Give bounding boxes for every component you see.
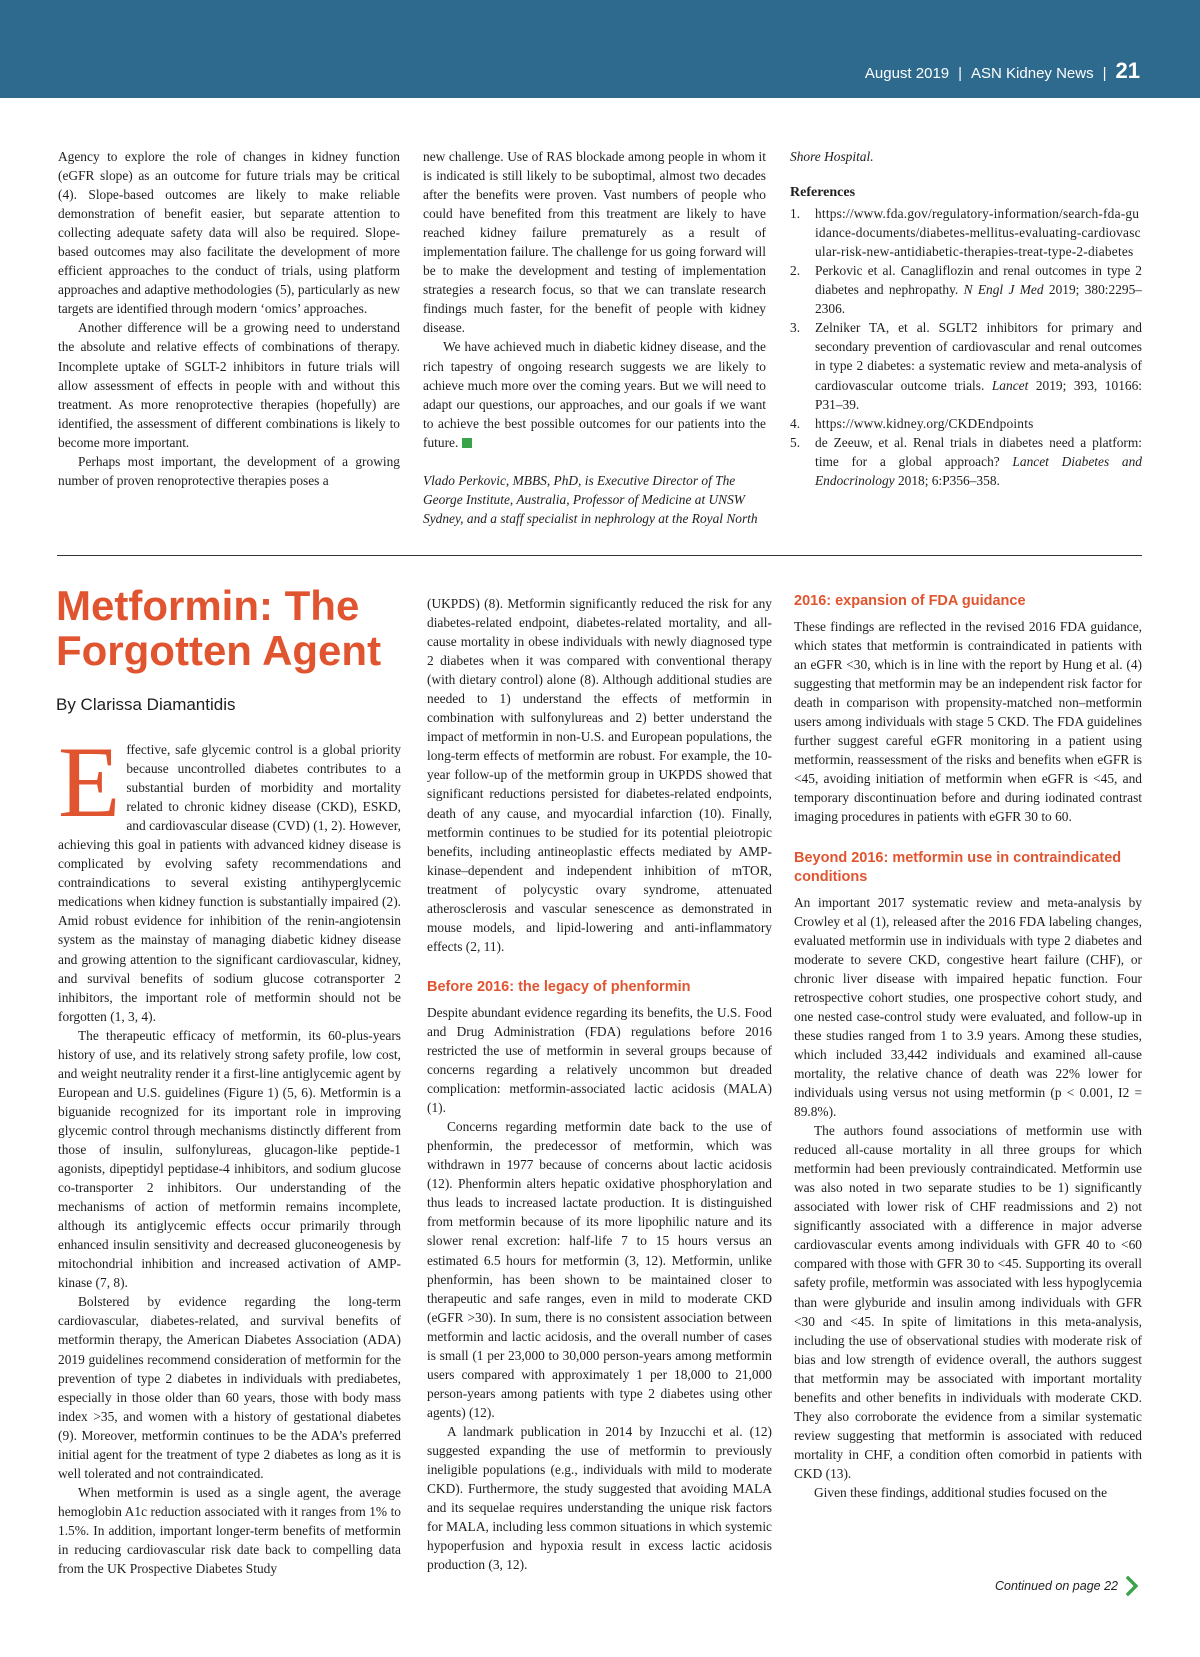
references-list <box>790 204 1142 490</box>
reference-volume: 2018; 6:P356–358. <box>894 472 1000 488</box>
running-header <box>865 58 1140 86</box>
section-heading-before-2016: Before 2016: the legacy of phenformin <box>427 978 691 995</box>
title-rest: The Forgotten Agent <box>56 582 382 674</box>
issue-date: August 2019 <box>864 65 950 82</box>
paragraph: Another difference will be a growing need to understand the absolute and relative effects of combinations of therapy. Incomplete uptake of SGLT-2 inhibitors in future trials will allow assessment of effects in people with and without this treatment. As more renoprotective therapies (hopefully) are identified, the assessment of different combinations is likely to become more important. <box>58 320 400 450</box>
paragraph: The therapeutic efficacy of metformin, its 60-plus-years history of use, and its relatively strong safety profile, low cost, and weight neutrality render it a first-line antiglycemic agent by European and U.S. guidelines (Figure 1) (5, 6). Metformin is a biguanide recognized for its important role in improving glycemic control through mechanisms distinctly different from those of insulin, sulfonylureas, glucagon-like peptide-1 agonists, dipeptidyl peptidase-4 inhibitors, and sodium glucose co-transporter 2 inhibitors. Our understanding of the mechanisms of action of metformin remains incomplete, although its antiglycemic effects occur primarily through enhanced insulin sensitivity and decreased gluconeogenesis by mitochondrial inhibition and increased activation of AMP-kinase (7, 8). <box>58 1027 401 1291</box>
byline: By Clarissa Diamantidis <box>56 695 236 714</box>
section-heading-2016: 2016: expansion of FDA guidance <box>794 593 1026 609</box>
reference-link[interactable]: https://www.fda.gov/regulatory-information/search-fda-guidance-documents/diabetes-mellitus-evaluating-cardiovascular-risk-new-antidiabetic-therapies-treat-type-2-diabetes <box>815 206 1141 260</box>
paragraph: These findings are reflected in the revised 2016 FDA guidance, which states that metformin is contraindicated in patients with an eGFR <30, which is in line with the report by Hung et al. (4) suggesting that metformin may be an independent risk factor for death in comparison with propensity-matched non–metformin users among individuals with stage 5 CKD. The FDA guidelines further suggest careful eGFR monitoring in a patient using metformin, reassessment of the risks and benefits when eGFR is <45, avoiding initiation of metformin when eGFR is <45, and temporary discontinuation before and during iodinated contrast imaging procedures in patients with eGFR 30 to 60. <box>794 619 1142 825</box>
reference-citation: Perkovic et al. Canagliflozin and renal outcomes in type 2 diabetes and nephropathy. <box>815 263 1142 298</box>
opening-text: ffective, safe glycemic control is a global priority because uncontrolled diabetes contributes to a substantial burden of morbidity and mortality related to chronic kidney disease (CKD), ESKD, and cardiovascular disease (CVD) (1, 2). However, achieving this goal in patients with advanced kidney disease is complicated by evolving safety recommendations and contraindications to several existing antihyperglycemic medications when kidney function is substantially impaired (2). Amid robust evidence for inhibition of the renin-angiotensin system as the mainstay of managing diabetic kidney disease and growing attention to the significant cardiovascular, kidney, and survival benefits of sodium glucose cotransporter 2 inhibitors, the important role of metformin should not be forgotten (1, 3, 4). <box>58 742 401 1024</box>
article-column-2 <box>427 594 772 1574</box>
paragraph: An important 2017 systematic review and meta-analysis by Crowley et al (1), released after the 2016 FDA labeling changes, evaluated metformin use in individuals with type 2 diabetes and moderate to severe CKD, congestive heart failure (CHF), or chronic liver disease with impaired hepatic function. Four retrospective cohort studies, one prospective cohort study, and one nested case-control study were evaluated, and follow-up in these studies ranged from 1 to 3.9 years. Among these studies, which included 33,442 individuals and examined all-cause mortality, the relative chance of death was 22% lower for individuals using versus not using metformin (p < 0.001, I2 = 89.8%). <box>794 894 1142 1120</box>
reference-item <box>790 433 1142 490</box>
references-heading: References <box>790 185 856 201</box>
header-separator: | <box>958 65 963 82</box>
closing-paragraph-text: We have achieved much in diabetic kidney disease, and the rich tapestry of ongoing research suggests we are likely to achieve much more over the coming years. But we will need to adapt our questions, our approaches, and our goals if we want to achieve the best possible outcomes for our patients into the future. <box>423 339 766 450</box>
continued-label: Continued on page 22 <box>994 1579 1118 1593</box>
reference-number: 3. <box>790 320 801 336</box>
section-heading-beyond-2016: Beyond 2016: metformin use in contraindicated conditions <box>794 849 1122 885</box>
reference-number: 2. <box>790 263 801 279</box>
paragraph: A landmark publication in 2014 by Inzucchi et al. (12) suggested expanding the use of metformin to previously ineligible populations (e.g., individuals with mild to moderate CKD). Furthermore, the study suggested that avoiding MALA and its sequelae requires understanding the unique risk factors for MALA, including less common situations in which systemic hypoperfusion and hypoxia result in excess lactic acidosis production (3, 12). <box>427 1423 772 1573</box>
reference-item <box>790 318 1142 413</box>
top-article-column-3 <box>790 147 1142 490</box>
opening-paragraph <box>58 726 401 1026</box>
drop-cap: E <box>58 726 121 839</box>
paragraph: new challenge. Use of RAS blockade among people in whom it is indicated is still likely to be suboptimal, almost two decades after the benefits were proven. Vast numbers of people who could have benefited from this treatment are likely to have reached kidney failure prematurely as a result of implementation failure. The challenge for us going forward will be to make the development and testing of implementation strategies a research focus, so that we can translate research findings much faster, for the benefit of people with kidney disease. <box>423 149 766 336</box>
reference-text <box>815 433 1142 490</box>
reference-item <box>790 261 1142 318</box>
paragraph: Agency to explore the role of changes in kidney function (eGFR slope) as an outcome for future trials may be critical (4). Slope-based outcomes are likely to make reliable demonstration of benefit easier, but separate attention to collecting adequate safety data will also be required. Slope-based outcomes may also facilitate the development of more efficient approaches to the conduct of trials, using platform approaches and adaptive methodologies (5), particularly as new targets are identified through modern ‘omics’ approaches. <box>58 149 400 317</box>
reference-link[interactable]: https://www.kidney.org/CKDEndpoints <box>815 415 1034 431</box>
reference-journal: Lancet Diabetes and Endocrinology <box>815 453 1142 488</box>
reference-text <box>815 318 1142 413</box>
reference-journal: N Engl J Med <box>963 282 1044 298</box>
paragraph: Perhaps most important, the development of a growing number of proven renoprotective therapies poses a <box>58 453 400 488</box>
paragraph: The authors found associations of metformin use with reduced all-cause mortality in all three groups for which metformin had been previously contraindicated. Metformin use was also noted in two separate studies to be 1) significantly associated with lower risk of CHF readmissions and 2) not significantly associated with a difference in major adverse cardiovascular events among individuals with GFR 40 to <60 compared with those with GFR 30 to <45. Supporting its overall safety profile, metformin was associated with less hypoglycemia than were glyburide and insulin among individuals with GFR <30 and <45. In spite of limitations in this meta-analysis, including the use of observational studies with moderate risk of bias and low strength of evidence overall, the authors suggest that metformin may be associated with important mortality benefits and other benefits in individuals with moderate CKD. They also corroborate the evidence from a similar systematic review suggesting that metformin is associated with reduced mortality in CHF, a condition often comorbid in patients with CKD (13). <box>794 1123 1142 1481</box>
reference-text <box>815 261 1142 318</box>
end-of-article-mark <box>462 438 472 448</box>
paragraph <box>423 337 766 451</box>
reference-number: 1. <box>790 206 801 222</box>
paragraph: Given these findings, additional studies focused on the <box>814 1484 1108 1500</box>
reference-journal: Lancet <box>991 377 1029 393</box>
author-bio: Vlado Perkovic, MBBS, PhD, is Executive Director of The George Institute, Australia, Professor of Medicine at UNSW Sydney, and a staff specialist in nephrology at the Royal North <box>423 472 758 526</box>
reference-citation: Zelniker TA, et al. SGLT2 inhibitors for primary and secondary prevention of cardiovascular and renal outcomes in type 2 diabetes: a systematic review and meta-analysis of cardiovascular outcome trials. <box>815 320 1142 393</box>
reference-volume: 2019; 380:2295–2306. <box>815 282 1142 317</box>
author-bio-continued: Shore Hospital. <box>790 149 874 164</box>
continued-on-link[interactable] <box>995 1576 1138 1596</box>
reference-number: 4. <box>790 415 801 431</box>
header-separator: | <box>1102 65 1107 82</box>
paragraph: Bolstered by evidence regarding the long-term cardiovascular, diabetes-related, and survival benefits of metformin therapy, the American Diabetes Association (ADA) 2019 guidelines recommend consideration of metformin for the prevention of type 2 diabetes in individuals with prediabetes, especially in those older than 60 years, those with body mass index >35, and women with a history of gestational diabetes (9). Moreover, metformin continues to be the ADA’s preferred initial agent for the treatment of type 2 diabetes as long as it is well tolerated and not contraindicated. <box>58 1294 401 1481</box>
chevron-right-icon <box>1126 1576 1138 1596</box>
section-divider <box>57 555 1142 556</box>
paragraph: When metformin is used as a single agent, the average hemoglobin A1c reduction associated with it ranges from 1% to 1.5%. In addition, important longer-term benefits of metformin in reducing cardiovascular risk date back to compelling data from the UK Prospective Diabetes Study <box>58 1484 401 1577</box>
reference-volume: 2019; 393, 10166: P31–39. <box>815 377 1142 412</box>
reference-item <box>790 204 1142 261</box>
reference-citation: de Zeeuw, et al. Renal trials in diabetes need a platform: time for a global approach? <box>815 434 1142 469</box>
page-number: 21 <box>1115 58 1140 83</box>
article-column-3 <box>794 592 1142 1502</box>
paragraph: Despite abundant evidence regarding its benefits, the U.S. Food and Drug Administration (FDA) regulations before 2016 restricted the use of metformin in several groups because of concerns regarding a relatively uncommon but dreaded complication: metformin-associated lactic acidosis (MALA) (1). <box>427 1004 772 1116</box>
paragraph: (UKPDS) (8). Metformin significantly reduced the risk for any diabetes-related endpoint, diabetes-related mortality, and all-cause mortality in obese individuals with newly diagnosed type 2 diabetes when it was compared with conventional therapy (with dietary control) alone (8). Although additional studies are needed to 1) understand the effects of metformin in combination with sulfonylureas and 2) better understand the impact of metformin in non-U.S. and European populations, the long-term effects of metformin are robust. For example, the 10-year follow-up of the metformin group in UKPDS showed that significant reductions persisted for diabetes-related endpoints, death of any cause, and myocardial infarction (10). Finally, metformin continues to be studied for its potential pleiotropic benefits, including antineoplastic effects mediated by AMP-kinase–dependent and independent inhibition of mTOR, treatment of polycystic ovary syndrome, attenuated atherosclerosis and vascular senescence as demonstrated in mouse models, and lipid-lowering and anti-inflammatory effects (2, 11). <box>427 596 772 954</box>
publication-name: ASN Kidney News <box>971 65 1094 82</box>
title-bold-part: Metformin: <box>56 582 273 629</box>
article-column-1 <box>58 726 401 1578</box>
paragraph: Concerns regarding metformin date back to the use of phenformin, the predecessor of metformin, which was withdrawn in 1977 because of concerns about lactic acidosis (12). Phenformin alters hepatic oxidative phosphorylation and thus leads to increased lactate production. It is distinguished from metformin because of its more lipophilic nature and its slower renal excretion: half-life 7 to 15 hours versus an estimated 6.5 hours for metformin (3, 12). Metformin, unlike phenformin, has been shown to be maintained closer to therapeutic and safe ranges, even in mild to moderate CKD (eGFR >30). In sum, there is no consistent association between metformin and lactic acidosis, and the overall number of cases is small (1 per 23,000 to 30,000 person-years among metformin users compared with approximately 1 per 18,000 to 21,000 person-years among patients with type 2 diabetes using other agents) (12). <box>427 1119 772 1420</box>
reference-item <box>790 414 1142 433</box>
article-title <box>56 583 396 673</box>
top-article-column-2 <box>423 147 766 528</box>
top-article-column-1 <box>58 147 400 490</box>
reference-number: 5. <box>790 434 801 450</box>
